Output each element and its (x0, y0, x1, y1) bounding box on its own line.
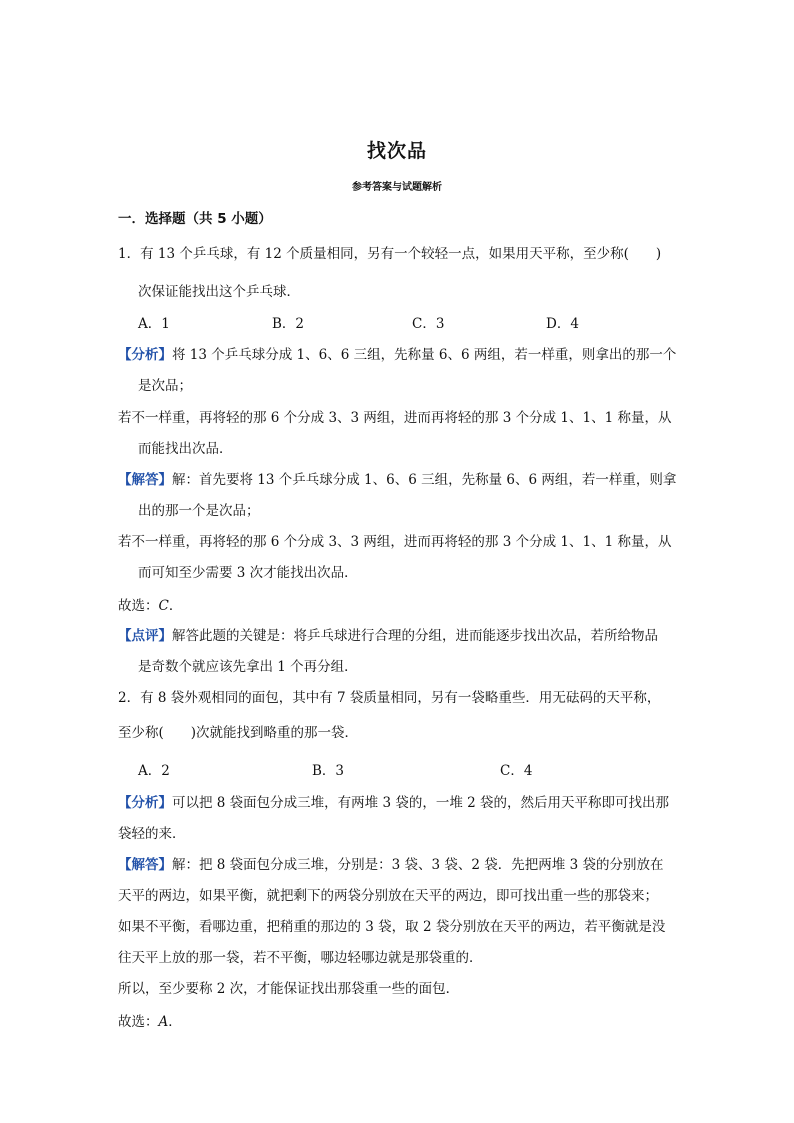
q1-answer-line3: 若不一样重，再将轻的那 6 个分成 3、3 两组，进而再将轻的那 3 个分成 1、1、1 称量，从 (118, 534, 672, 550)
q1-answer-line1 (118, 468, 676, 488)
q2-option-b: B．3 (312, 763, 345, 779)
q1-analysis-line3: 若不一样重，再将轻的那 6 个分成 3、3 两组，进而再将轻的那 3 个分成 1、1、1 称量，从 (118, 410, 672, 426)
q2-analysis-text: 可以把 8 袋面包分成三堆，有两堆 3 袋的，一堆 2 袋的，然后用天平称即可找出那 (172, 795, 670, 811)
q2-answer-text: 解：把 8 袋面包分成三堆，分别是：3 袋、3 袋、2 袋．先把两堆 3 袋的分别放在 (172, 857, 664, 873)
q2-analysis-line1 (118, 791, 669, 811)
answer-tag: 【解答】 (118, 472, 172, 488)
section-heading: 一．选择题（共 5 小题） (118, 211, 272, 227)
choice-prefix: 故选： (118, 598, 159, 614)
page-subtitle: 参考答案与试题解析 (352, 182, 442, 193)
q2-option-c: C．4 (500, 763, 533, 779)
choice-suffix: ． (168, 1014, 182, 1030)
q1-stem-line1: 1．有 13 个乒乓球，有 12 个质量相同，另有一个较轻一点，如果用天平称，至少称( ) (118, 246, 662, 262)
q2-answer-line3: 如果不平衡，看哪边重，把稍重的那边的 3 袋，取 2 袋分别放在天平的两边，若平衡就是没 (118, 919, 666, 935)
q2-stem-line1: 2．有 8 袋外观相同的面包，其中有 7 袋质量相同，另有一袋略重些．用无砝码的天平称， (118, 690, 661, 706)
answer-tag: 【解答】 (118, 857, 172, 873)
q1-answer-line2: 出的那一个是次品； (138, 503, 260, 519)
q1-stem-line2: 次保证能找出这个乒乓球． (138, 284, 300, 300)
q1-comment-line1 (118, 624, 658, 644)
q2-stem-line2: 至少称( )次就能找到略重的那一袋． (118, 725, 359, 741)
q1-option-d: D．4 (546, 316, 579, 332)
q1-comment-line2: 是奇数个就应该先拿出 1 个再分组． (138, 659, 358, 675)
q1-choice (118, 594, 182, 614)
q1-analysis-line1 (118, 343, 676, 363)
q1-option-c: C．3 (412, 316, 445, 332)
q2-analysis-line2: 袋轻的来． (118, 826, 186, 842)
analysis-tag: 【分析】 (118, 795, 172, 811)
q2-option-a: A．2 (138, 763, 170, 779)
q1-analysis-line2: 是次品； (138, 378, 192, 394)
choice-letter: A (158, 1014, 169, 1030)
choice-prefix: 故选： (118, 1014, 159, 1030)
q2-choice (118, 1010, 182, 1030)
q1-option-a: A．1 (138, 316, 170, 332)
q1-answer-line4: 而可知至少需要 3 次才能找出次品． (138, 565, 358, 581)
q2-answer-line5: 所以，至少要称 2 次，才能保证找出那袋重一些的面包． (118, 981, 460, 997)
comment-tag: 【点评】 (118, 628, 172, 644)
q1-comment-text: 解答此题的关键是：将乒乓球进行合理的分组，进而能逐步找出次品，若所给物品 (172, 628, 658, 644)
choice-suffix: ． (168, 598, 183, 614)
q1-analysis-line4: 而能找出次品． (138, 441, 233, 457)
q1-answer-text: 解：首先要将 13 个乒乓球分成 1、6、6 三组，先称量 6、6 两组，若一样重，则拿 (172, 472, 677, 488)
choice-letter: C (158, 598, 169, 614)
q1-option-b: B．2 (272, 316, 305, 332)
page-title: 找次品 (366, 140, 427, 162)
q2-answer-line1 (118, 853, 663, 873)
analysis-tag: 【分析】 (118, 347, 172, 363)
q2-answer-line2: 天平的两边，如果平衡，就把剩下的两袋分别放在天平的两边，即可找出重一些的那袋来； (118, 888, 658, 904)
q1-analysis-text: 将 13 个乒乓球分成 1、6、6 三组，先称量 6、6 两组，若一样重，则拿出的那一个 (172, 347, 677, 363)
q2-answer-line4: 往天平上放的那一袋，若不平衡，哪边轻哪边就是那袋重的． (118, 950, 483, 966)
